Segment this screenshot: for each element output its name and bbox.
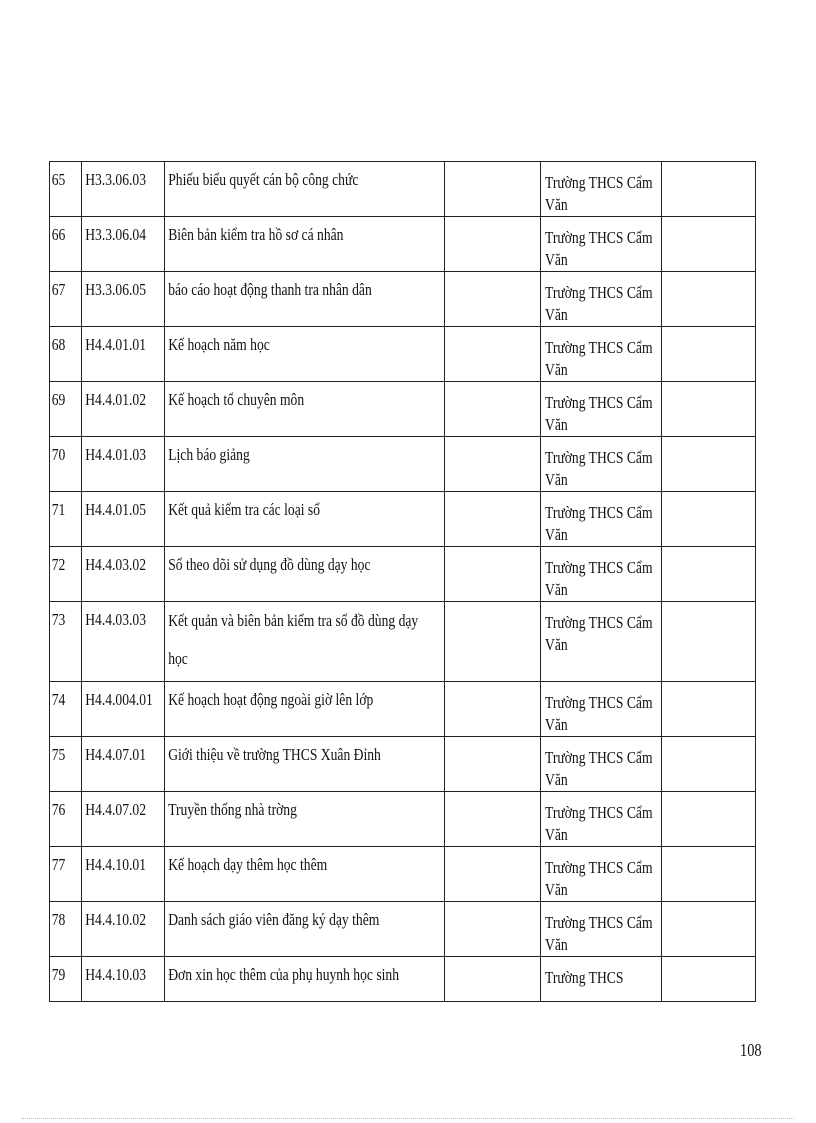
document-title: Kế hoạch tổ chuyên môn <box>168 390 305 409</box>
empty-cell <box>445 957 541 1002</box>
table-row <box>50 382 756 437</box>
row-number-cell <box>50 602 82 682</box>
code-cell <box>82 847 165 902</box>
document-title: Kế hoạch hoạt động ngoài giờ lên lớp <box>168 690 374 709</box>
row-number-cell <box>50 902 82 957</box>
document-title: Giới thiệu về trường THCS Xuân Đỉnh <box>168 745 381 764</box>
row-number: 69 <box>51 390 66 409</box>
notes-cell <box>662 847 756 902</box>
notes-cell <box>662 902 756 957</box>
document-code: H4.4.10.03 <box>85 965 147 984</box>
row-number: 65 <box>51 170 66 189</box>
document-title: báo cáo hoạt động thanh tra nhân dân <box>168 280 372 299</box>
code-cell <box>82 492 165 547</box>
storage-place: Trường THCS Cẩm Văn <box>545 503 653 544</box>
empty-cell <box>445 792 541 847</box>
table-row <box>50 492 756 547</box>
empty-cell <box>445 737 541 792</box>
storage-place: Trường THCS Cẩm Văn <box>545 283 653 324</box>
code-cell <box>82 602 165 682</box>
row-number: 76 <box>51 800 66 819</box>
title-cell <box>165 957 445 1002</box>
notes-cell <box>662 162 756 217</box>
document-code: H3.3.06.03 <box>85 170 147 189</box>
title-cell <box>165 792 445 847</box>
place-cell <box>541 217 662 272</box>
notes-cell <box>662 737 756 792</box>
table-row <box>50 217 756 272</box>
document-code: H4.4.07.02 <box>85 800 147 819</box>
row-number-cell <box>50 437 82 492</box>
document-title: Kế hoạch dạy thêm học thêm <box>168 855 328 874</box>
row-number: 70 <box>51 445 66 464</box>
storage-place: Trường THCS Cẩm Văn <box>545 448 653 489</box>
document-code: H4.4.03.02 <box>85 555 147 574</box>
document-code: H4.4.10.02 <box>85 910 147 929</box>
title-cell <box>165 902 445 957</box>
title-cell <box>165 602 445 682</box>
place-cell <box>541 327 662 382</box>
title-cell <box>165 737 445 792</box>
document-title: Kết quả kiểm tra các loại sổ <box>168 500 321 519</box>
row-number-cell <box>50 217 82 272</box>
document-code: H4.4.01.01 <box>85 335 147 354</box>
code-cell <box>82 547 165 602</box>
title-cell <box>165 272 445 327</box>
document-code: H4.4.004.01 <box>85 690 153 709</box>
document-title: Biên bản kiểm tra hồ sơ cá nhân <box>168 225 344 244</box>
code-cell <box>82 162 165 217</box>
code-cell <box>82 272 165 327</box>
notes-cell <box>662 272 756 327</box>
place-cell <box>541 492 662 547</box>
row-number: 79 <box>51 965 66 984</box>
document-code: H3.3.06.05 <box>85 280 147 299</box>
storage-place: Trường THCS Cẩm Văn <box>545 228 653 269</box>
document-title: Phiếu biểu quyết cán bộ công chức <box>168 170 359 189</box>
title-cell <box>165 682 445 737</box>
title-cell <box>165 437 445 492</box>
notes-cell <box>662 792 756 847</box>
row-number: 71 <box>51 500 66 519</box>
code-cell <box>82 957 165 1002</box>
empty-cell <box>445 902 541 957</box>
place-cell <box>541 847 662 902</box>
empty-cell <box>445 847 541 902</box>
notes-cell <box>662 382 756 437</box>
row-number: 74 <box>51 690 66 709</box>
title-cell <box>165 217 445 272</box>
storage-place: Trường THCS <box>545 968 624 987</box>
empty-cell <box>445 602 541 682</box>
footer-divider <box>22 1118 794 1119</box>
table-row <box>50 327 756 382</box>
table-row <box>50 792 756 847</box>
row-number-cell <box>50 382 82 437</box>
notes-cell <box>662 492 756 547</box>
records-table <box>49 161 756 1002</box>
row-number: 75 <box>51 745 66 764</box>
row-number-cell <box>50 547 82 602</box>
row-number: 77 <box>51 855 66 874</box>
document-code: H4.4.01.02 <box>85 390 147 409</box>
storage-place: Trường THCS Cẩm Văn <box>545 173 653 214</box>
document-code: H4.4.03.03 <box>85 610 147 629</box>
place-cell <box>541 792 662 847</box>
document-code: H4.4.01.03 <box>85 445 147 464</box>
title-cell <box>165 162 445 217</box>
row-number-cell <box>50 327 82 382</box>
storage-place: Trường THCS Cẩm Văn <box>545 613 653 654</box>
table-row <box>50 437 756 492</box>
row-number: 66 <box>51 225 66 244</box>
code-cell <box>82 902 165 957</box>
code-cell <box>82 327 165 382</box>
table-row <box>50 682 756 737</box>
title-cell <box>165 847 445 902</box>
document-code: H4.4.01.05 <box>85 500 147 519</box>
document-code: H4.4.10.01 <box>85 855 147 874</box>
empty-cell <box>445 272 541 327</box>
place-cell <box>541 272 662 327</box>
table-row <box>50 957 756 1002</box>
empty-cell <box>445 492 541 547</box>
storage-place: Trường THCS Cẩm Văn <box>545 748 653 789</box>
table-row <box>50 162 756 217</box>
notes-cell <box>662 547 756 602</box>
document-title: Lịch báo giảng <box>168 445 250 464</box>
place-cell <box>541 902 662 957</box>
empty-cell <box>445 547 541 602</box>
place-cell <box>541 547 662 602</box>
code-cell <box>82 682 165 737</box>
document-title: Truyền thống nhà trờng <box>168 800 297 819</box>
row-number: 67 <box>51 280 66 299</box>
place-cell <box>541 737 662 792</box>
notes-cell <box>662 682 756 737</box>
title-cell <box>165 327 445 382</box>
table-row <box>50 847 756 902</box>
code-cell <box>82 437 165 492</box>
code-cell <box>82 217 165 272</box>
table-row <box>50 272 756 327</box>
code-cell <box>82 737 165 792</box>
empty-cell <box>445 217 541 272</box>
table-row <box>50 902 756 957</box>
notes-cell <box>662 217 756 272</box>
row-number: 68 <box>51 335 66 354</box>
storage-place: Trường THCS Cẩm Văn <box>545 558 653 599</box>
row-number-cell <box>50 847 82 902</box>
storage-place: Trường THCS Cẩm Văn <box>545 393 653 434</box>
title-cell <box>165 492 445 547</box>
row-number-cell <box>50 737 82 792</box>
row-number-cell <box>50 682 82 737</box>
place-cell <box>541 602 662 682</box>
table-row <box>50 737 756 792</box>
storage-place: Trường THCS Cẩm Văn <box>545 913 653 954</box>
document-title: Đơn xin học thêm của phụ huynh học sinh <box>168 965 400 984</box>
code-cell <box>82 382 165 437</box>
storage-place: Trường THCS Cẩm Văn <box>545 803 653 844</box>
storage-place: Trường THCS Cẩm Văn <box>545 693 653 734</box>
document-title: Kết quản và biên bản kiểm tra sổ đồ dùng dạy học <box>168 611 419 668</box>
place-cell <box>541 682 662 737</box>
document-title: Kế hoạch năm học <box>168 335 270 354</box>
empty-cell <box>445 437 541 492</box>
document-title: Sổ theo dõi sử dụng đồ dùng dạy học <box>168 555 371 574</box>
empty-cell <box>445 682 541 737</box>
notes-cell <box>662 437 756 492</box>
row-number: 78 <box>51 910 66 929</box>
place-cell <box>541 382 662 437</box>
place-cell <box>541 162 662 217</box>
row-number-cell <box>50 162 82 217</box>
place-cell <box>541 437 662 492</box>
table-row <box>50 602 756 682</box>
row-number: 73 <box>51 610 66 629</box>
title-cell <box>165 382 445 437</box>
empty-cell <box>445 327 541 382</box>
row-number-cell <box>50 792 82 847</box>
place-cell <box>541 957 662 1002</box>
row-number: 72 <box>51 555 66 574</box>
empty-cell <box>445 382 541 437</box>
row-number-cell <box>50 957 82 1002</box>
code-cell <box>82 792 165 847</box>
document-title: Danh sách giáo viên đăng ký dạy thêm <box>168 910 380 929</box>
empty-cell <box>445 162 541 217</box>
storage-place: Trường THCS Cẩm Văn <box>545 858 653 899</box>
notes-cell <box>662 602 756 682</box>
row-number-cell <box>50 492 82 547</box>
table-row <box>50 547 756 602</box>
storage-place: Trường THCS Cẩm Văn <box>545 338 653 379</box>
title-cell <box>165 547 445 602</box>
document-code: H4.4.07.01 <box>85 745 147 764</box>
document-code: H3.3.06.04 <box>85 225 147 244</box>
page-number: 108 <box>740 1040 762 1060</box>
row-number-cell <box>50 272 82 327</box>
notes-cell <box>662 957 756 1002</box>
notes-cell <box>662 327 756 382</box>
